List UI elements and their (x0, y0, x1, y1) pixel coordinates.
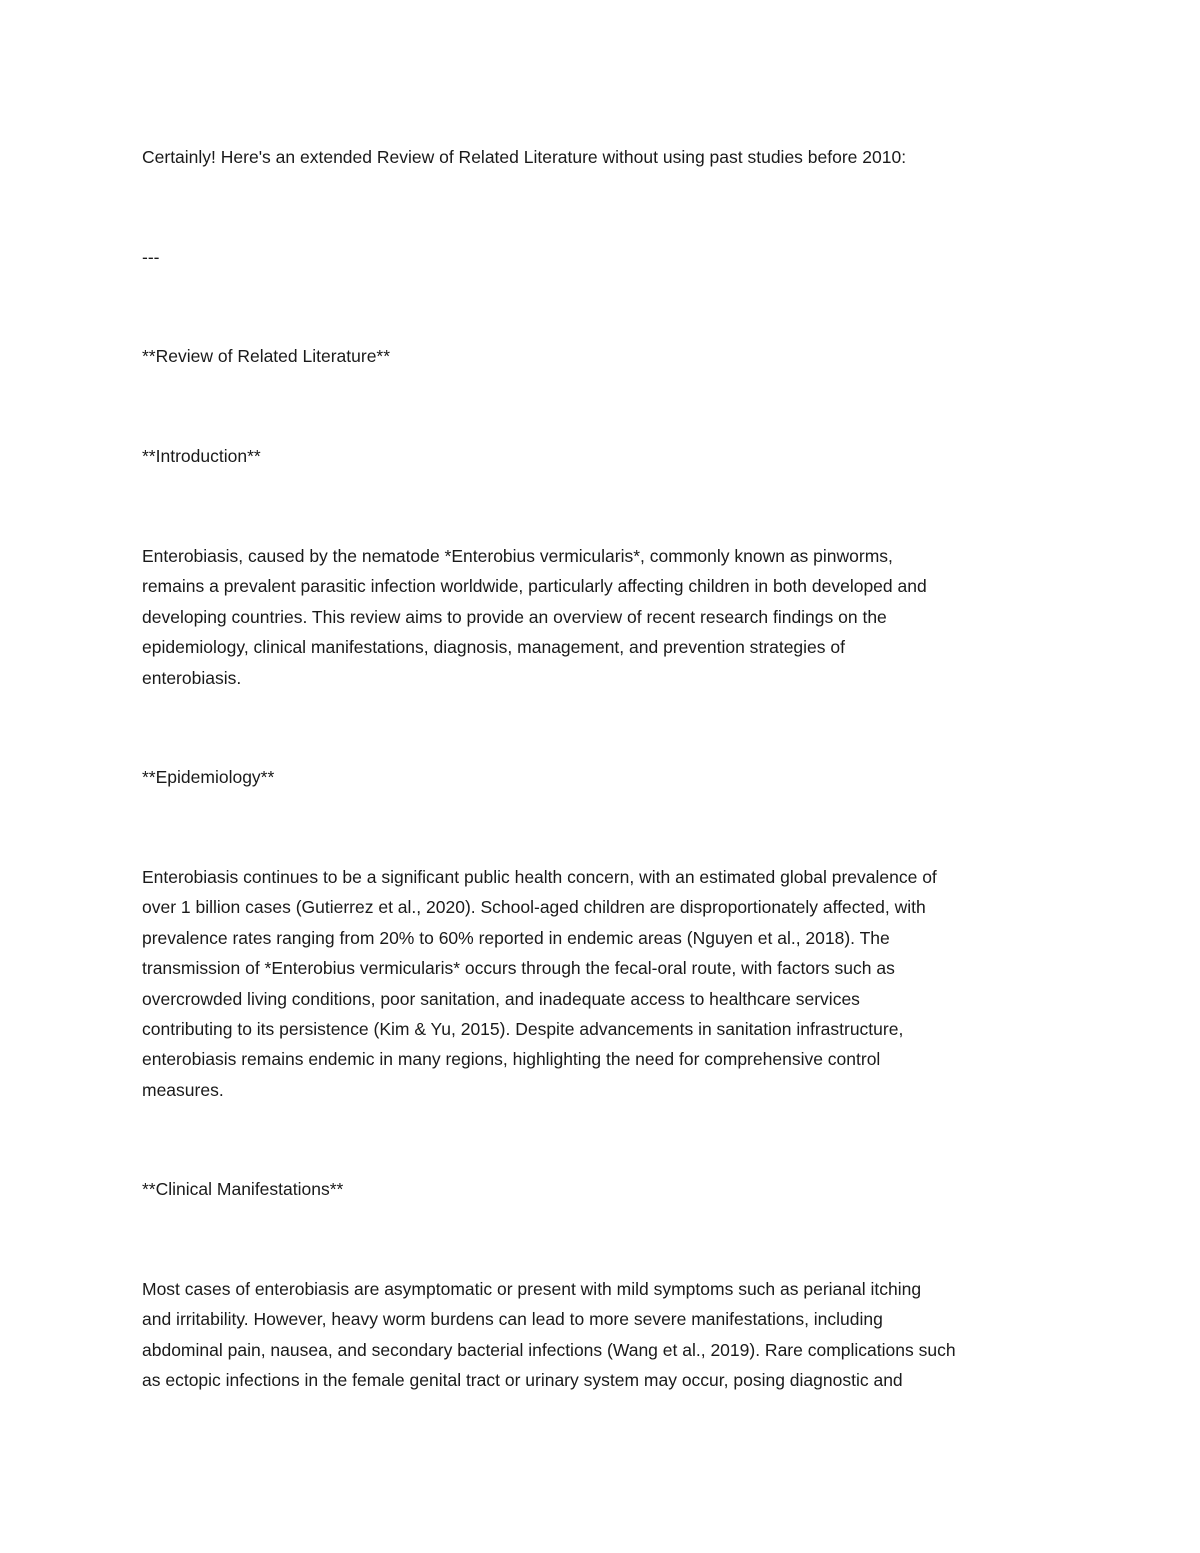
paragraph-line: Enterobiasis continues to be a significant public health concern, with an estimated global prevalence of (142, 867, 937, 887)
paragraph-line: overcrowded living conditions, poor sanitation, and inadequate access to healthcare services (142, 988, 860, 1009)
paragraph-line: as ectopic infections in the female genital tract or urinary system may occur, posing diagnostic and (142, 1370, 903, 1391)
main-heading: **Review of Related Literature** (142, 346, 391, 366)
paragraph-line: remains a prevalent parasitic infection worldwide, particularly affecting children in both developed and (142, 576, 927, 597)
paragraph-line: Most cases of enterobiasis are asymptomatic or present with mild symptoms such as perianal itching (142, 1279, 922, 1299)
section-heading-epidemiology: **Epidemiology** (142, 767, 275, 787)
section-heading-clinical-manifestations: **Clinical Manifestations** (142, 1179, 344, 1199)
paragraph-epidemiology (142, 862, 1072, 1105)
paragraph-line: Enterobiasis, caused by the nematode *Enterobius vermicularis*, commonly known as pinworms, (142, 546, 893, 566)
paragraph-line: prevalence rates ranging from 20% to 60% reported in endemic areas (Nguyen et al., 2018). The (142, 927, 890, 948)
paragraph-introduction (142, 541, 1072, 693)
paragraph-line: developing countries. This review aims to provide an overview of recent research findings on the (142, 606, 887, 627)
paragraph-line: epidemiology, clinical manifestations, diagnosis, management, and prevention strategies of (142, 637, 845, 658)
paragraph-line: enterobiasis remains endemic in many regions, highlighting the need for comprehensive control (142, 1049, 881, 1070)
paragraph-line: transmission of *Enterobius vermicularis* occurs through the fecal-oral route, with factors such as (142, 958, 895, 979)
paragraph-line: enterobiasis. (142, 667, 242, 688)
intro-line: Certainly! Here's an extended Review of Related Literature without using past studies before 2010: (142, 147, 907, 167)
paragraph-line: measures. (142, 1079, 224, 1100)
paragraph-line: and irritability. However, heavy worm burdens can lead to more severe manifestations, including (142, 1309, 883, 1330)
paragraph-line: contributing to its persistence (Kim & Yu, 2015). Despite advancements in sanitation infrastructure, (142, 1019, 904, 1040)
paragraph-line: over 1 billion cases (Gutierrez et al., 2020). School-aged children are disproportionately affected, with (142, 897, 926, 918)
paragraph-line: abdominal pain, nausea, and secondary bacterial infections (Wang et al., 2019). Rare complications such (142, 1339, 956, 1360)
section-heading-introduction: **Introduction** (142, 446, 261, 466)
paragraph-clinical-manifestations (142, 1274, 1072, 1396)
separator: --- (142, 247, 160, 267)
